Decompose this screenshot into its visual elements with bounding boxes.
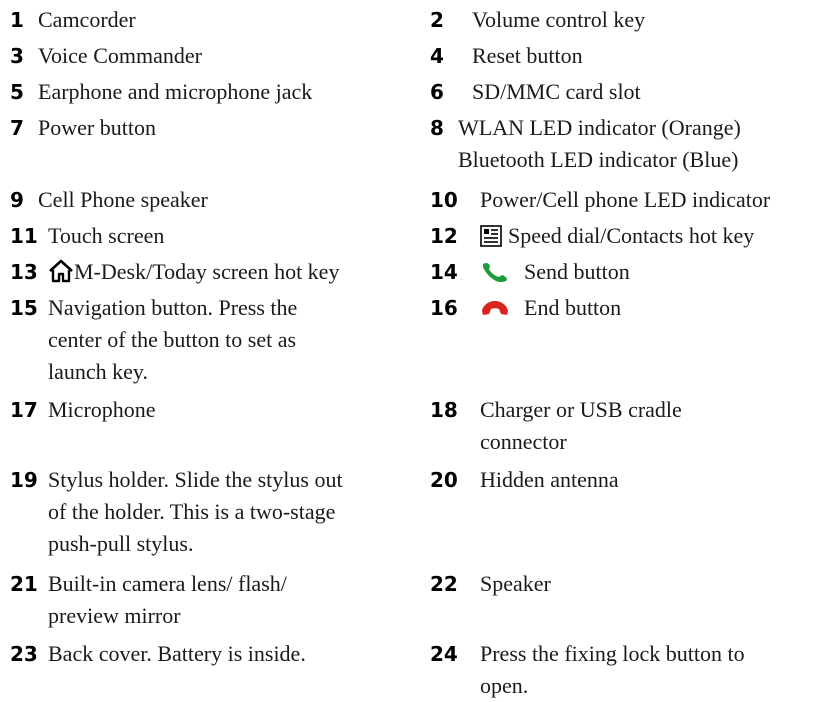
legend-item-9: [10, 184, 378, 216]
legend-item-21: [10, 568, 308, 632]
item-number: 16: [430, 296, 458, 320]
item-number: 24: [430, 642, 458, 666]
legend-item-7: [10, 112, 378, 144]
item-label: Speaker: [480, 571, 551, 596]
item-number: 11: [10, 224, 38, 248]
legend-item-22: [430, 568, 836, 600]
item-label: Press the fixing lock button to open.: [480, 641, 745, 698]
item-label: Send button: [524, 259, 630, 284]
item-number: 7: [10, 116, 24, 140]
item-label: Touch screen: [48, 223, 165, 248]
phone-end-icon: [480, 296, 510, 328]
item-label: Power/Cell phone LED indicator: [480, 187, 771, 212]
legend-item-19: [10, 464, 348, 560]
legend-item-17: [10, 394, 388, 426]
item-label: M-Desk/Today screen hot key: [74, 259, 340, 284]
item-number: 2: [430, 8, 444, 32]
item-number: 18: [430, 398, 458, 422]
legend-item-13: [10, 256, 388, 292]
item-number: 6: [430, 80, 444, 104]
item-number: 3: [10, 44, 24, 68]
legend-item-3: [10, 40, 378, 72]
item-number: 8: [430, 116, 444, 140]
item-label-row: [480, 292, 836, 328]
legend-item-8: [430, 112, 814, 176]
legend-item-14: [430, 256, 836, 292]
item-number: 21: [10, 572, 38, 596]
item-label-row: [480, 256, 836, 292]
legend-item-10: [430, 184, 836, 216]
item-number: 1: [10, 8, 24, 32]
item-label-row: [480, 220, 836, 256]
legend-item-6: [430, 76, 828, 108]
item-label: Power button: [38, 115, 156, 140]
item-label: Hidden antenna: [480, 467, 619, 492]
item-number: 20: [430, 468, 458, 492]
legend-item-20: [430, 464, 836, 496]
item-label: Volume control key: [472, 7, 646, 32]
legend-item-5: [10, 76, 378, 108]
item-label: Camcorder: [38, 7, 136, 32]
phone-send-icon: [480, 260, 510, 292]
item-label: Built-in camera lens/ flash/ preview mirror: [48, 571, 287, 628]
item-label: Cell Phone speaker: [38, 187, 208, 212]
item-label: WLAN LED indicator (Orange): [458, 115, 741, 140]
item-label: End button: [524, 295, 622, 320]
legend-item-11: [10, 220, 388, 252]
legend-item-23: [10, 638, 388, 670]
item-number: 4: [430, 44, 444, 68]
legend-item-2: [430, 4, 828, 36]
item-label: Reset button: [472, 43, 583, 68]
item-number: 22: [430, 572, 458, 596]
item-number: 13: [10, 260, 38, 284]
item-number: 19: [10, 468, 38, 492]
contacts-card-icon: [480, 224, 502, 256]
legend-item-15: [10, 292, 348, 388]
item-number: 9: [10, 188, 24, 212]
legend-item-16: [430, 292, 836, 328]
item-label: Microphone: [48, 397, 156, 422]
legend-item-18: [430, 394, 740, 458]
item-number: 14: [430, 260, 458, 284]
item-number: 12: [430, 224, 458, 248]
home-icon: [48, 259, 74, 292]
item-label: SD/MMC card slot: [472, 79, 641, 104]
item-label-line2: Bluetooth LED indicator (Blue): [458, 147, 739, 172]
item-number: 10: [430, 188, 458, 212]
legend-item-12: [430, 220, 836, 256]
item-number: 5: [10, 80, 24, 104]
item-label: Charger or USB cradle connector: [480, 397, 682, 454]
item-label: Navigation button. Press the center of the button to set as launch key.: [48, 295, 298, 384]
item-label-row: [48, 256, 388, 292]
item-number: 23: [10, 642, 38, 666]
item-number: 15: [10, 296, 38, 320]
item-number: 17: [10, 398, 38, 422]
item-label: Speed dial/Contacts hot key: [508, 223, 755, 248]
item-label: Earphone and microphone jack: [38, 79, 313, 104]
legend-item-4: [430, 40, 828, 72]
legend-item-1: [10, 4, 378, 36]
legend-item-24: [430, 638, 780, 702]
item-label: Back cover. Battery is inside.: [48, 641, 306, 666]
item-label: Stylus holder. Slide the stylus out of the holder. This is a two-stage push-pull stylus.: [48, 467, 343, 556]
item-label: Voice Commander: [38, 43, 202, 68]
